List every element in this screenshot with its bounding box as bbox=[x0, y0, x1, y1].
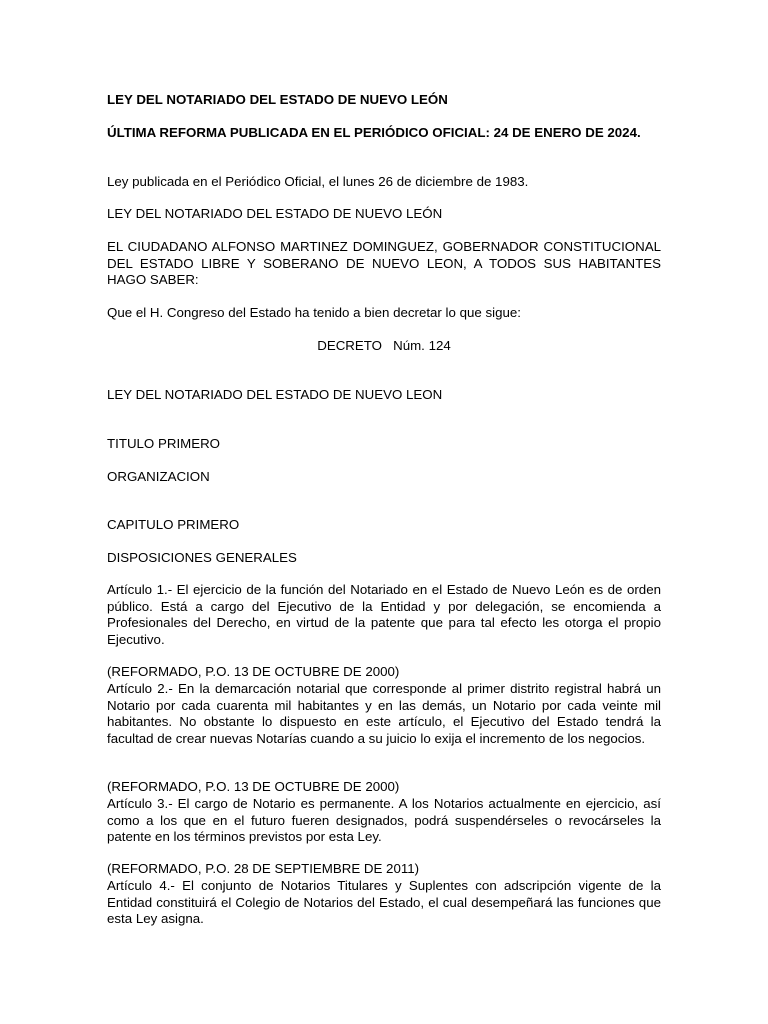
article-1-text: Artículo 1.- El ejercicio de la función del Notariado en el Estado de Nuevo León es de orden público. Está a cargo del Ejecutivo de la Entidad y por delegación, se encomienda a Profesionales del Derecho, en virtud de la patente que para tal efecto les otorga el propio Ejecutivo. bbox=[107, 582, 661, 647]
article-3-reform-note: (REFORMADO, P.O. 13 DE OCTUBRE DE 2000) bbox=[107, 779, 400, 794]
law-title: LEY DEL NOTARIADO DEL ESTADO DE NUEVO LEON bbox=[107, 387, 443, 402]
article-4-reform-note: (REFORMADO, P.O. 28 DE SEPTIEMBRE DE 2011) bbox=[107, 861, 420, 876]
decree-line bbox=[107, 338, 661, 355]
congress-decree-paragraph: Que el H. Congreso del Estado ha tenido a bien decretar lo que sigue: bbox=[107, 305, 521, 320]
governor-intro: EL CIUDADANO ALFONSO MARTINEZ DOMINGUEZ, GOBERNADOR CONSTITUCIONAL DEL ESTADO LIBRE Y SOBERANO DE NUEVO LEON, A TODOS SUS HABITANTES HAGO SABER: bbox=[107, 239, 661, 287]
chapter-name: DISPOSICIONES GENERALES bbox=[107, 550, 297, 565]
decree-number: Núm. 124 bbox=[393, 338, 451, 353]
decree-label: DECRETO bbox=[317, 338, 383, 353]
document-title: LEY DEL NOTARIADO DEL ESTADO DE NUEVO LEÓN bbox=[107, 92, 448, 107]
title-heading: TITULO PRIMERO bbox=[107, 436, 221, 451]
article-4-text: Artículo 4.- El conjunto de Notarios Titulares y Suplentes con adscripción vigente de la Entidad constituirá el Colegio de Notarios del Estado, el cual desempeñará las funciones que esta Ley asigna. bbox=[107, 878, 661, 926]
publication-note: Ley publicada en el Periódico Oficial, el lunes 26 de diciembre de 1983. bbox=[107, 174, 529, 189]
article-2-text: Artículo 2.- En la demarcación notarial que corresponde al primer distrito registral habrá un Notario por cada cuarenta mil habitantes y en las demás, un Notario por cada veinte mil habitantes. No obstante lo dispuesto en este artículo, el Ejecutivo del Estado tendrá la facultad de crear nuevas Notarías cuando a su juicio lo exija el incremento de los negocios. bbox=[107, 681, 661, 746]
title-name: ORGANIZACION bbox=[107, 469, 210, 484]
article-3-text: Artículo 3.- El cargo de Notario es permanente. A los Notarios actualmente en ejercicio, así como a los que en el futuro fueren designados, podrá suspendérseles o revocárseles la patente en los términos previstos por esta Ley. bbox=[107, 796, 661, 844]
article-2-reform-note: (REFORMADO, P.O. 13 DE OCTUBRE DE 2000) bbox=[107, 664, 400, 679]
document-title-repeat: LEY DEL NOTARIADO DEL ESTADO DE NUEVO LEÓN bbox=[107, 206, 443, 221]
chapter-heading: CAPITULO PRIMERO bbox=[107, 517, 240, 532]
last-reform-note: ÚLTIMA REFORMA PUBLICADA EN EL PERIÓDICO OFICIAL: 24 DE ENERO DE 2024. bbox=[107, 125, 641, 140]
